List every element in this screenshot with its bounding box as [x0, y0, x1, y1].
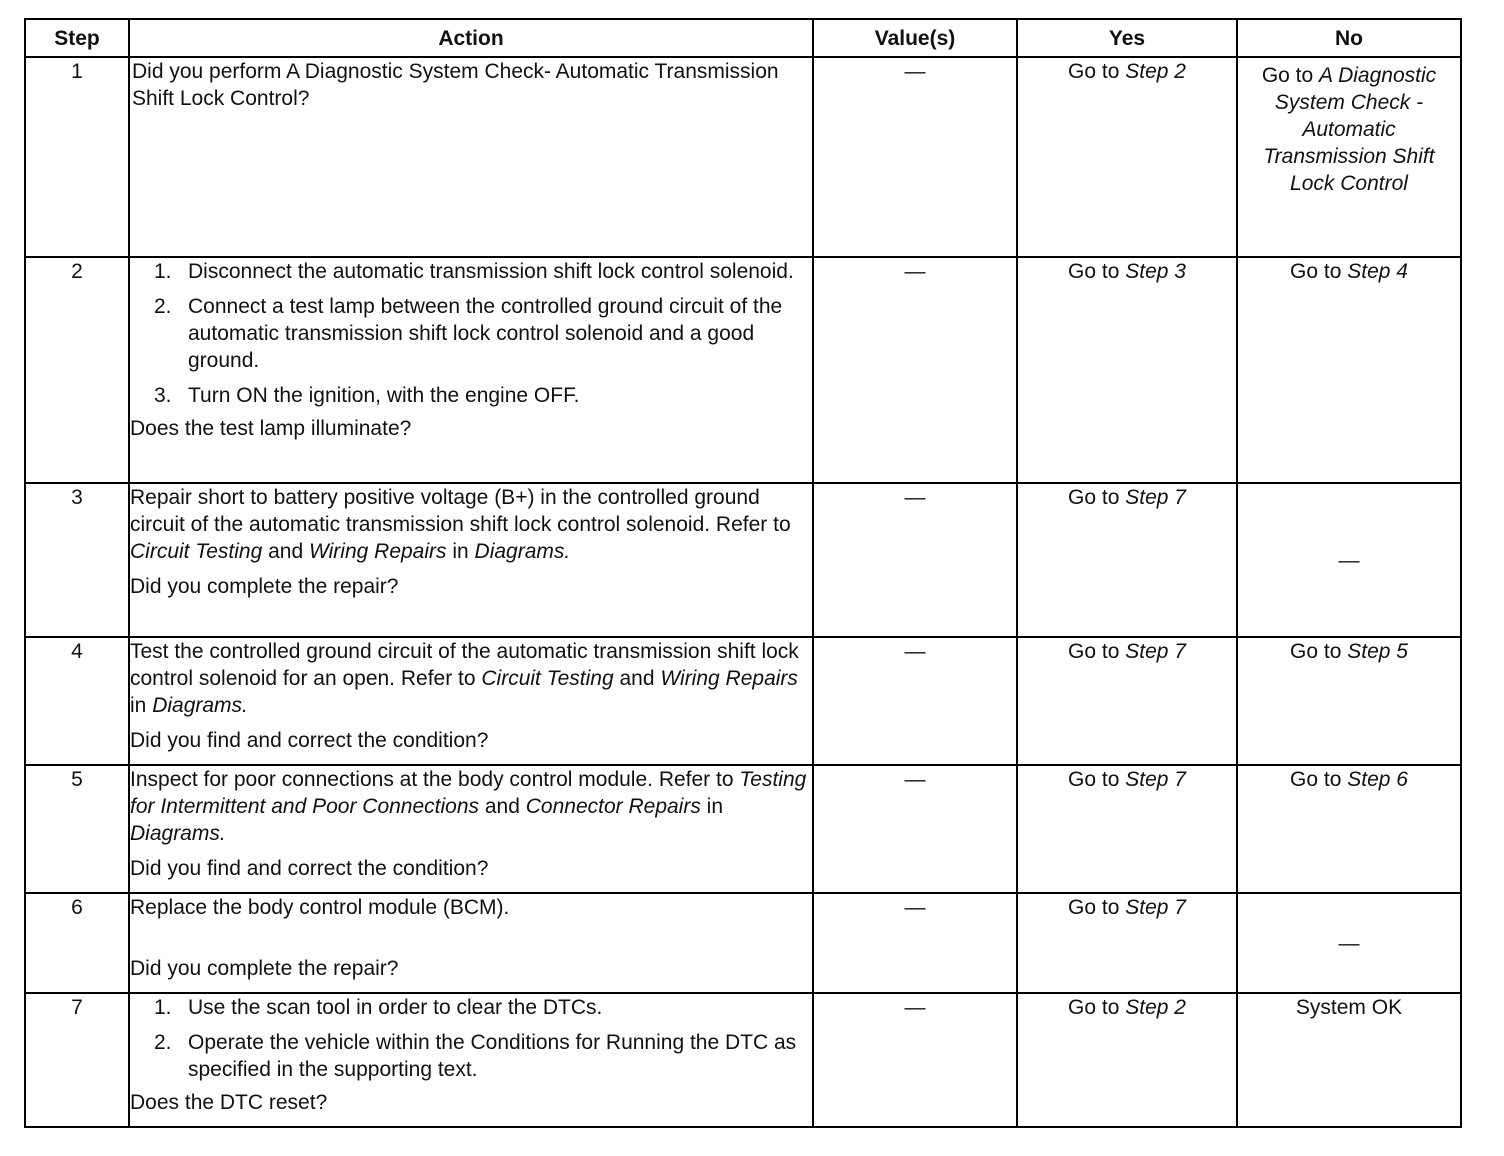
yes-cell [1017, 57, 1237, 257]
action-text: Repair short to battery positive voltage (B+) in the controlled ground circuit of the automatic transmission shift lock control solenoid. Refer to [130, 486, 791, 536]
action-text: Test the controlled ground circuit of the automatic transmission shift lock control solenoid for an open. Refer to [130, 640, 799, 690]
list-item [154, 258, 812, 285]
yes-step-link[interactable]: Step 2 [1125, 996, 1186, 1019]
wiring-repairs-link[interactable]: Wiring Repairs [309, 540, 447, 563]
list-item-number: 2. [154, 1031, 172, 1054]
diagrams-link[interactable]: Diagrams. [130, 822, 226, 845]
no-prefix: Go to [1290, 768, 1348, 791]
action-question: Does the test lamp illuminate? [130, 417, 412, 440]
no-cell: — [1237, 483, 1461, 637]
action-text: Replace the body control module (BCM). [130, 896, 510, 919]
action-cell [129, 637, 813, 765]
action-question: Did you find and correct the condition? [130, 729, 489, 752]
no-step-link[interactable]: Step 4 [1347, 260, 1408, 283]
yes-step-link[interactable]: Step 3 [1125, 260, 1186, 283]
yes-prefix: Go to [1068, 896, 1126, 919]
action-paragraph [130, 484, 812, 565]
intermittent-testing-link[interactable]: Testing for Intermittent and Poor Connections [130, 768, 807, 818]
action-question: Did you complete the repair? [130, 575, 399, 598]
yes-cell [1017, 765, 1237, 893]
circuit-testing-link[interactable]: Circuit Testing [130, 540, 263, 563]
wiring-repairs-link[interactable]: Wiring Repairs [660, 667, 798, 690]
no-cell [1237, 57, 1461, 257]
list-item-number: 3. [154, 384, 172, 407]
value-cell: — [813, 257, 1017, 483]
header-values: Value(s) [813, 19, 1017, 57]
action-question: Did you complete the repair? [130, 957, 399, 980]
yes-step-link[interactable]: Step 7 [1125, 486, 1186, 509]
list-item-number: 2. [154, 295, 172, 318]
yes-cell [1017, 893, 1237, 993]
action-paragraph [130, 766, 812, 847]
action-text: Did you perform A Diagnostic System Check- Automatic Transmission Shift Lock Control? [132, 60, 779, 110]
action-text: and [613, 667, 661, 690]
table-row [25, 483, 1461, 637]
yes-cell [1017, 993, 1237, 1127]
list-item [154, 1029, 812, 1083]
no-prefix: Go to [1290, 640, 1348, 663]
connector-repairs-link[interactable]: Connector Repairs [525, 795, 701, 818]
diagrams-link[interactable]: Diagrams. [474, 540, 571, 563]
action-cell [129, 483, 813, 637]
list-item-text: Connect a test lamp between the controlled ground circuit of the automatic transmission shift lock control solenoid and a good ground. [188, 295, 783, 372]
list-item-text: Turn ON the ignition, with the engine OFF. [188, 384, 580, 407]
header-action: Action [129, 19, 813, 57]
yes-prefix: Go to [1068, 996, 1126, 1019]
action-text: and [479, 795, 526, 818]
action-text: in [130, 694, 153, 717]
action-question: Does the DTC reset? [130, 1091, 328, 1114]
list-item-text: Operate the vehicle within the Conditions for Running the DTC as specified in the supporting text. [188, 1031, 797, 1081]
yes-step-link[interactable]: Step 2 [1125, 60, 1186, 83]
diagrams-link[interactable]: Diagrams. [152, 694, 248, 717]
action-cell [129, 57, 813, 257]
step-number: 2 [25, 257, 129, 483]
list-item [154, 994, 812, 1021]
yes-step-link[interactable]: Step 7 [1125, 768, 1186, 791]
value-cell: — [813, 637, 1017, 765]
yes-prefix: Go to [1068, 260, 1126, 283]
table-header-row [25, 19, 1461, 57]
value-cell: — [813, 993, 1017, 1127]
action-steps-list [130, 994, 812, 1083]
step-number: 1 [25, 57, 129, 257]
list-item-text: Use the scan tool in order to clear the DTCs. [188, 996, 603, 1019]
yes-prefix: Go to [1068, 768, 1126, 791]
no-step-link[interactable]: Step 6 [1347, 768, 1408, 791]
action-text: in [446, 540, 475, 563]
table-row [25, 765, 1461, 893]
value-cell: — [813, 57, 1017, 257]
header-yes: Yes [1017, 19, 1237, 57]
list-item-number: 1. [154, 996, 172, 1019]
no-step-link[interactable]: Step 5 [1347, 640, 1408, 663]
action-text: in [700, 795, 724, 818]
step-number: 3 [25, 483, 129, 637]
no-cell: — [1237, 893, 1461, 993]
yes-cell [1017, 637, 1237, 765]
yes-cell [1017, 257, 1237, 483]
yes-step-link[interactable]: Step 7 [1125, 896, 1186, 919]
action-cell [129, 765, 813, 893]
table-row [25, 57, 1461, 257]
table-row [25, 993, 1461, 1127]
action-text: and [262, 540, 309, 563]
action-text: Inspect for poor connections at the body control module. Refer to [130, 768, 740, 791]
circuit-testing-link[interactable]: Circuit Testing [481, 667, 614, 690]
value-cell: — [813, 893, 1017, 993]
no-prefix: Go to [1261, 64, 1320, 87]
action-cell [129, 993, 813, 1127]
table-row [25, 893, 1461, 993]
step-number: 5 [25, 765, 129, 893]
diagnostic-table [24, 18, 1462, 1128]
no-cell: System OK [1237, 993, 1461, 1127]
no-procedure-link[interactable]: A Diagnostic System Check - Automatic Transmission Shift Lock Control [1263, 64, 1437, 195]
action-cell [129, 893, 813, 993]
header-no: No [1237, 19, 1461, 57]
no-cell [1237, 637, 1461, 765]
list-item [154, 382, 812, 409]
table-row [25, 637, 1461, 765]
yes-prefix: Go to [1068, 486, 1126, 509]
action-paragraph [130, 638, 812, 719]
step-number: 4 [25, 637, 129, 765]
table-row [25, 257, 1461, 483]
list-item-text: Disconnect the automatic transmission shift lock control solenoid. [188, 260, 794, 283]
header-step: Step [25, 19, 129, 57]
step-number: 7 [25, 993, 129, 1127]
action-cell [129, 257, 813, 483]
list-item [154, 293, 812, 374]
no-cell [1237, 765, 1461, 893]
value-cell: — [813, 765, 1017, 893]
yes-step-link[interactable]: Step 7 [1125, 640, 1186, 663]
list-item-number: 1. [154, 260, 172, 283]
no-cell [1237, 257, 1461, 483]
value-cell: — [813, 483, 1017, 637]
yes-cell [1017, 483, 1237, 637]
step-number: 6 [25, 893, 129, 993]
yes-prefix: Go to [1068, 60, 1126, 83]
yes-prefix: Go to [1068, 640, 1126, 663]
action-steps-list [130, 258, 812, 409]
action-question: Did you find and correct the condition? [130, 857, 489, 880]
no-prefix: Go to [1290, 260, 1348, 283]
